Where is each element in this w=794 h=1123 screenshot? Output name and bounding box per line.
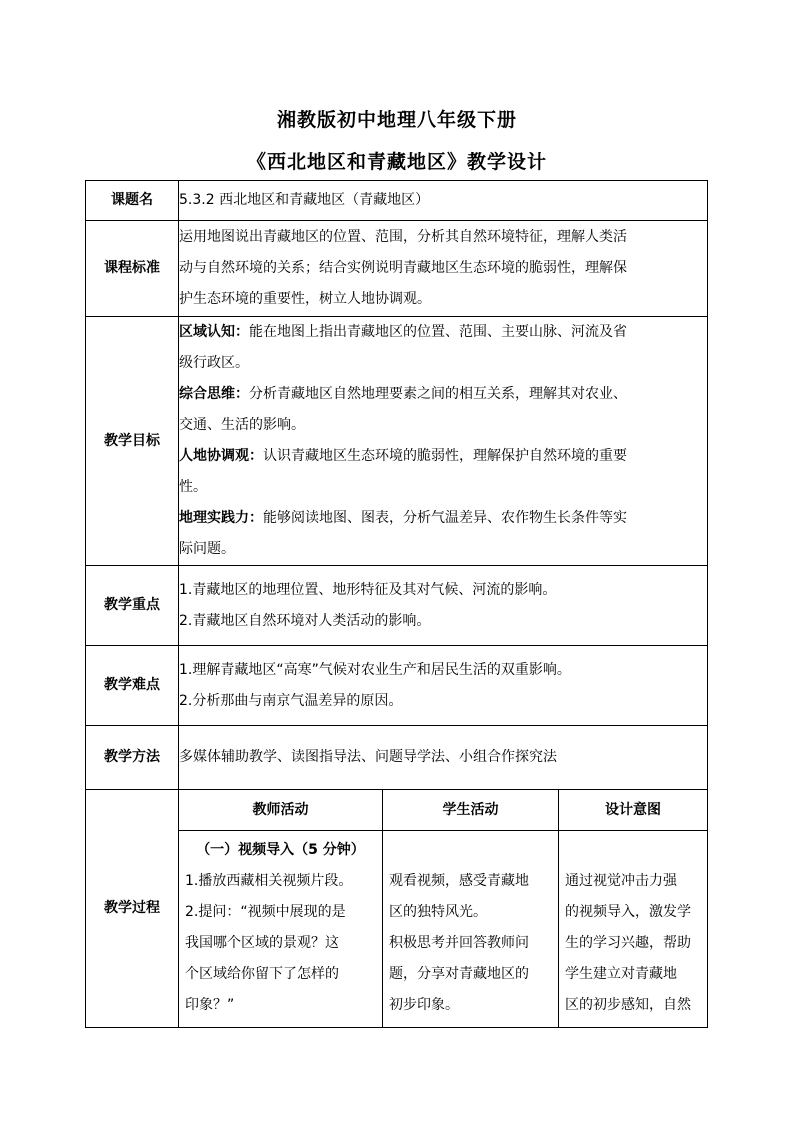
objective-item bbox=[179, 379, 707, 410]
difficulties-content bbox=[179, 646, 708, 726]
difficulties-label: 教学难点 bbox=[86, 646, 179, 726]
intent-line: 通过视觉冲击力强 bbox=[565, 873, 677, 889]
intent-line: 区的初步感知，自然 bbox=[565, 997, 691, 1013]
objectives-label: 教学目标 bbox=[86, 317, 179, 566]
topic-value: 5.3.2 西北地区和青藏地区（青藏地区） bbox=[179, 181, 708, 221]
objective-text: 能够阅读地图、图表，分析气温差异、农作物生长条件等实 bbox=[263, 510, 627, 526]
objective-item bbox=[179, 441, 707, 472]
teacher-line: 印象？” bbox=[185, 997, 235, 1013]
document-title: 湘教版初中地理八年级下册 bbox=[276, 109, 517, 131]
key-point-line: 2.青藏地区自然环境对人类活动的影响。 bbox=[179, 612, 431, 629]
process-content bbox=[179, 790, 708, 1028]
key-point-line: 1.青藏地区的地理位置、地形特征及其对气候、河流的影响。 bbox=[179, 581, 557, 598]
student-activity-header: 学生活动 bbox=[383, 790, 559, 831]
table-row-standard bbox=[86, 221, 708, 317]
lesson-plan-table bbox=[85, 180, 708, 1028]
standard-label: 课程标准 bbox=[86, 221, 179, 317]
process-label: 教学过程 bbox=[86, 790, 179, 1028]
teacher-line: 2.提问：“视频中展现的是 bbox=[185, 904, 346, 920]
design-intent-header: 设计意图 bbox=[559, 790, 708, 831]
table-row-process bbox=[86, 790, 708, 1028]
objective-item bbox=[179, 503, 707, 534]
table-row-topic bbox=[86, 181, 708, 221]
student-activity-cell bbox=[383, 831, 559, 1028]
objective-text: 分析青藏地区自然地理要素之间的相互关系，理解其对农业、 bbox=[249, 386, 627, 402]
difficulty-line: 2.分析那曲与南京气温差异的原因。 bbox=[179, 692, 403, 709]
objective-text: 际问题。 bbox=[179, 541, 235, 557]
table-row-methods bbox=[86, 726, 708, 790]
objective-name: 区域认知： bbox=[179, 324, 249, 340]
standard-content bbox=[179, 221, 708, 317]
intent-line: 的视频导入，激发学 bbox=[565, 904, 691, 920]
topic-label: 课题名 bbox=[86, 181, 179, 221]
student-line: 题，分享对青藏地区的 bbox=[389, 966, 529, 982]
teacher-activity-cell bbox=[179, 831, 383, 1028]
difficulty-line: 1.理解青藏地区“高寒”气候对农业生产和居民生活的双重影响。 bbox=[179, 661, 571, 678]
objective-name: 人地协调观： bbox=[179, 448, 263, 464]
objective-text: 交通、生活的影响。 bbox=[179, 417, 305, 433]
intent-line: 学生建立对青藏地 bbox=[565, 966, 677, 982]
student-line: 区的独特风光。 bbox=[389, 904, 487, 920]
objective-text: 认识青藏地区生态环境的脆弱性，理解保护自然环境的重要 bbox=[263, 448, 627, 464]
teacher-line: 1.播放西藏相关视频片段。 bbox=[185, 873, 353, 889]
methods-value: 多媒体辅助教学、读图指导法、问题导学法、小组合作探究法 bbox=[179, 726, 708, 790]
standard-line: 动与自然环境的关系；结合实例说明青藏地区生态环境的脆弱性，理解保 bbox=[179, 260, 627, 276]
objectives-content bbox=[179, 317, 708, 566]
key-points-content bbox=[179, 566, 708, 646]
teacher-line: 我国哪个区域的景观？这 bbox=[185, 935, 339, 951]
teacher-activity-header: 教师活动 bbox=[179, 790, 383, 831]
standard-line: 运用地图说出青藏地区的位置、范围，分析其自然环境特征，理解人类活 bbox=[179, 229, 627, 245]
objective-text: 能在地图上指出青藏地区的位置、范围、主要山脉、河流及省 bbox=[249, 324, 627, 340]
student-line: 积极思考并回答教师问 bbox=[389, 935, 529, 951]
student-line: 初步印象。 bbox=[389, 997, 459, 1013]
objective-text: 级行政区。 bbox=[179, 355, 249, 371]
student-line: 观看视频，感受青藏地 bbox=[389, 873, 529, 889]
table-row-objectives bbox=[86, 317, 708, 566]
table-row-key-points bbox=[86, 566, 708, 646]
objective-item bbox=[179, 317, 707, 348]
teacher-line: 个区域给你留下了怎样的 bbox=[185, 966, 339, 982]
design-intent-cell bbox=[559, 831, 708, 1028]
table-row-difficulties bbox=[86, 646, 708, 726]
process-table bbox=[179, 790, 707, 1027]
objective-name: 地理实践力： bbox=[179, 510, 263, 526]
objective-text: 性。 bbox=[179, 479, 207, 495]
key-points-label: 教学重点 bbox=[86, 566, 179, 646]
document-subtitle: 《西北地区和青藏地区》教学设计 bbox=[246, 151, 547, 173]
intent-line: 生的学习兴趣，帮助 bbox=[565, 935, 691, 951]
methods-label: 教学方法 bbox=[86, 726, 179, 790]
objective-name: 综合思维： bbox=[179, 386, 249, 402]
stage-title: （一）视频导入（5 分钟） bbox=[196, 842, 365, 858]
standard-line: 护生态环境的重要性，树立人地协调观。 bbox=[179, 291, 431, 307]
